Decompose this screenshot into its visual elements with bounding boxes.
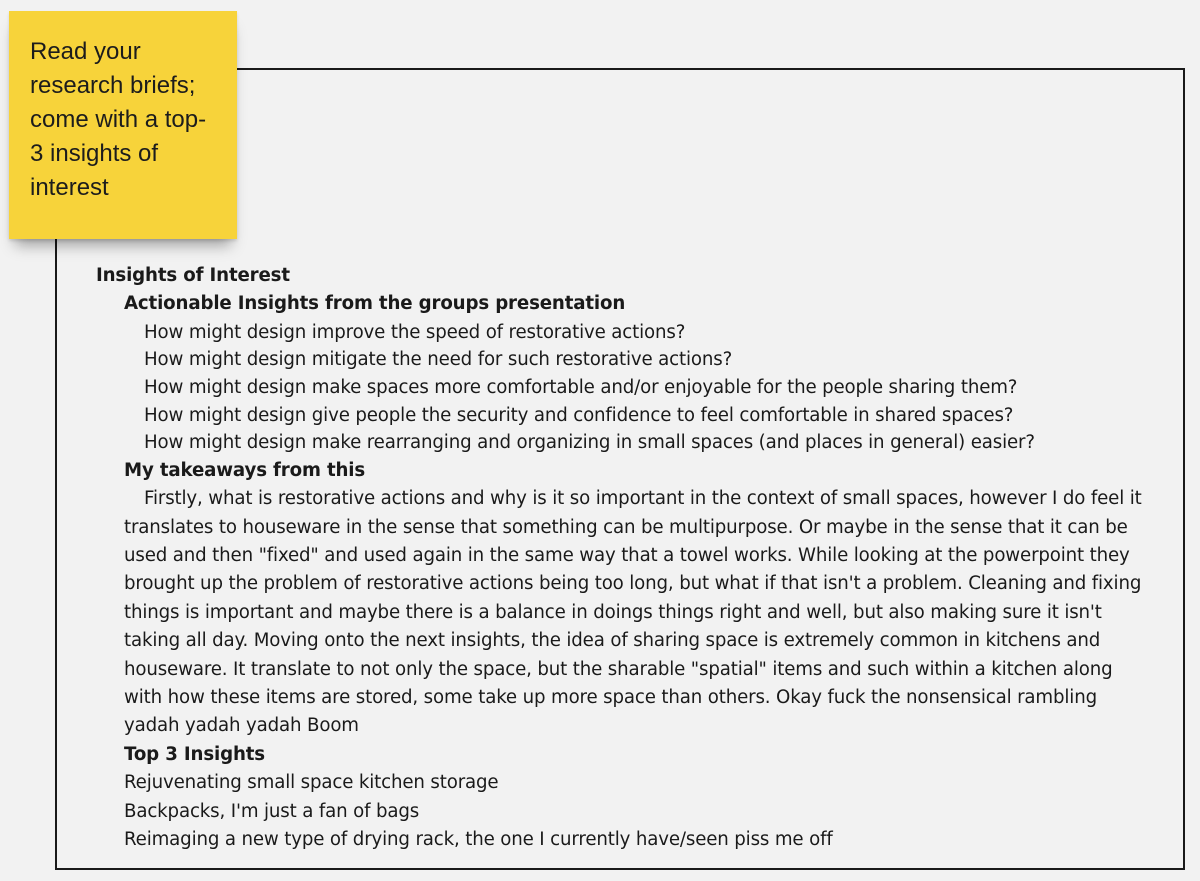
top3-heading: Top 3 Insights <box>124 743 265 765</box>
top3-item: Rejuvenating small space kitchen storage <box>124 772 499 794</box>
document-content <box>96 262 1176 854</box>
document-title: Insights of Interest <box>96 265 290 286</box>
actionable-heading: Actionable Insights from the groups presentation <box>124 293 626 315</box>
question-list <box>124 319 1176 457</box>
sticky-note-text: Read your research briefs; come with a top-3 insights of interest <box>30 38 207 201</box>
top3-item: Backpacks, I'm just a fan of bags <box>124 800 420 822</box>
top3-list <box>124 769 1176 854</box>
takeaways-paragraph: Firstly, what is restorative actions and why is it so important in the context of small spaces, however I do feel it translates to houseware in the sense that something can be multipurpose. Or maybe in the sense that it can be used and then "fixed" and used again in the same way that a towel works. While looking at the powerpoint they brought up the problem of restorative actions being too long, but what if that isn't a problem. Cleaning and fixing things is important and maybe there is a balance in doings things right and well, but also making sure it isn't taking all day. Moving onto the next insights, the idea of sharing space is extremely common in kitchens and houseware. It translate to not only the space, but the sharable "spatial" items and such within a kitchen along with how these items are stored, some take up more space than others. Okay fuck the nonsensical rambling yadah yadah yadah Boom <box>124 488 1142 737</box>
sticky-note[interactable] <box>9 11 237 239</box>
actionable-section <box>124 290 1176 854</box>
question-item: How might design give people the security and confidence to feel comfortable in shared spaces? <box>144 404 1014 426</box>
question-item: How might design mitigate the need for such restorative actions? <box>144 349 733 371</box>
top3-item: Reimaging a new type of drying rack, the one I currently have/seen piss me off <box>124 829 833 851</box>
takeaways-heading: My takeaways from this <box>124 459 366 481</box>
question-item: How might design make spaces more comfortable and/or enjoyable for the people sharing them? <box>144 377 1018 398</box>
question-item: How might design improve the speed of restorative actions? <box>144 321 686 343</box>
question-item: How might design make rearranging and organizing in small spaces (and places in general) easier? <box>144 432 1035 454</box>
